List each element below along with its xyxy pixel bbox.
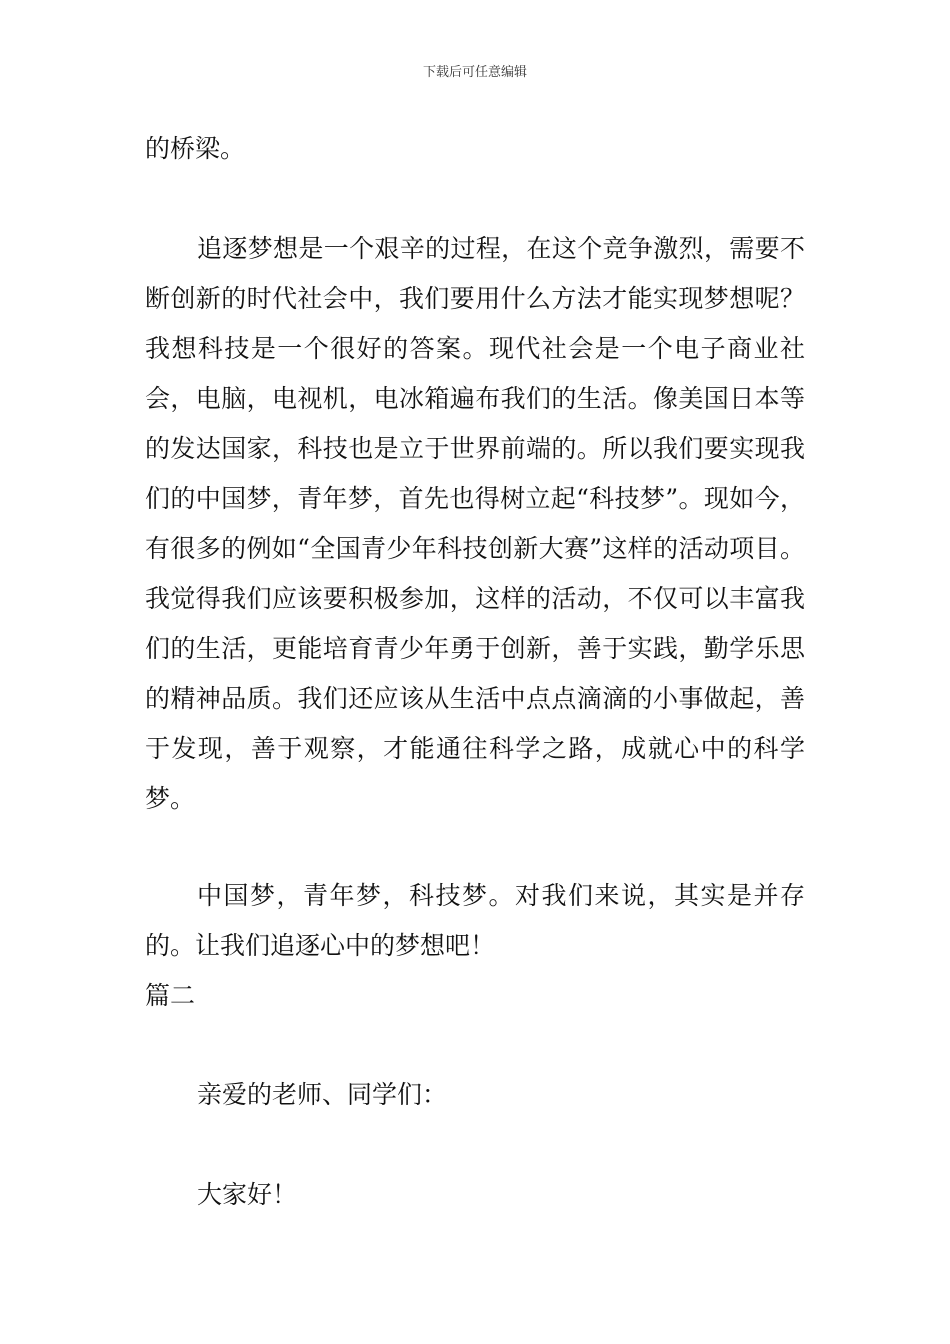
page-header: 下载后可任意编辑	[422, 65, 527, 80]
paragraph-text: 大家好！	[197, 1180, 298, 1209]
section-heading	[145, 971, 805, 1021]
paragraph-text: 追逐梦想是一个艰辛的过程，在这个竞争激烈，需要不断创新的时代社会中，我们要用什么方法才能实现梦想呢？我想科技是一个很好的答案。现代社会是一个电子商业社会，电脑，电视机，电冰箱遍布我们的生活。像美国日本等的发达国家，科技也是立于世界前端的。所以我们要实现我们的中国梦，青年梦，首先也得树立起“科技梦”。现如今，有很多的例如“全国青少年科技创新大赛”这样的活动项目。我觉得我们应该要积极参加，这样的活动，不仅可以丰富我们的生活，更能培育青少年勇于创新，善于实践，勤学乐思的精神品质。我们还应该从生活中点点滴滴的小事做起，善于发现，善于观察，才能通往科学之路，成就心中的科学梦。	[145, 234, 805, 813]
paragraph-text: 亲爱的老师、同学们：	[197, 1080, 448, 1109]
paragraph-salutation	[145, 1070, 805, 1120]
paragraph-greeting	[145, 1170, 805, 1220]
paragraph-closing	[145, 871, 805, 971]
paragraph-dream	[145, 224, 805, 824]
paragraph-text: 中国梦，青年梦，科技梦。对我们来说，其实是并存的。让我们追逐心中的梦想吧！	[145, 881, 805, 960]
paragraph-text: 的桥梁。	[145, 134, 246, 163]
section-heading-text: 篇二	[145, 981, 196, 1010]
paragraph-continuation	[145, 124, 805, 174]
